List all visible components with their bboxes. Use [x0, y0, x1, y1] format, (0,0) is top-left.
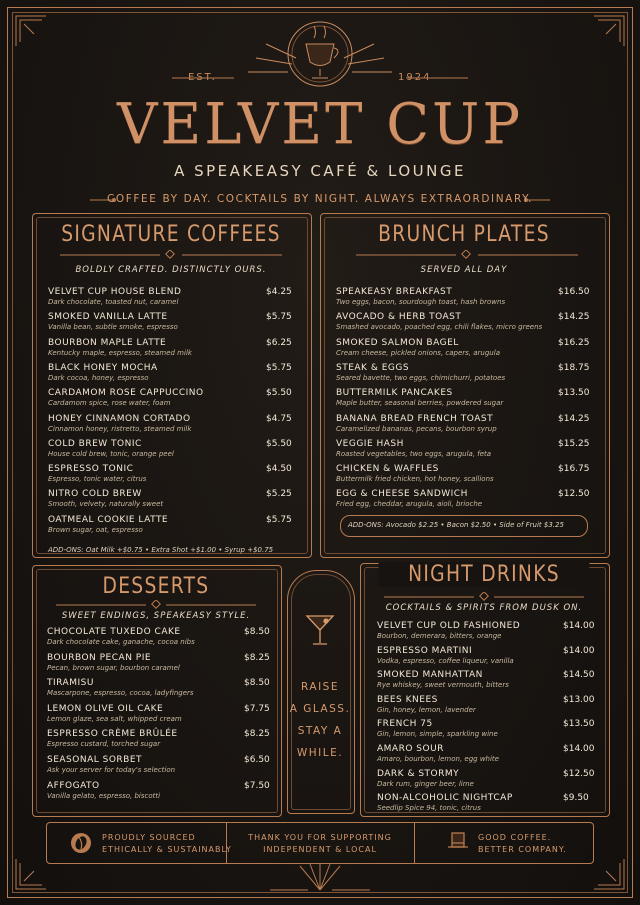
bottom-fan-ornament-icon — [270, 862, 370, 892]
center-motto — [287, 676, 353, 764]
item-price: $14.25 — [558, 312, 590, 323]
item-price: $12.50 — [558, 489, 590, 500]
item-name: NITRO COLD BREW — [48, 489, 142, 500]
item-description: Dark chocolate, toasted nut, caramel — [48, 298, 179, 306]
item-description: Gin, lemon, simple, sparkling wine — [377, 730, 498, 739]
menu-item — [336, 388, 598, 407]
menu-item — [48, 515, 306, 534]
coffee-bean-icon — [70, 832, 92, 854]
menu-item — [48, 439, 306, 458]
item-description: Pecan, brown sugar, bourbon caramel — [47, 663, 180, 672]
item-description: Buttermilk fried chicken, hot honey, scallions — [336, 475, 494, 484]
item-price: $16.50 — [558, 287, 590, 297]
item-name: EGG & CHEESE SANDWICH — [336, 489, 468, 500]
corner-ornament-icon — [14, 857, 48, 891]
item-price: $4.50 — [266, 464, 292, 475]
item-price: $5.75 — [266, 312, 292, 323]
footer-right — [478, 832, 567, 856]
menu-item — [47, 704, 284, 723]
brunch-addons: ADD-ONS: Avocado $2.25 • Bacon $2.50 • Side of Fruit $3.25 — [348, 521, 564, 529]
item-description: Two eggs, bacon, sourdough toast, hash browns — [336, 298, 506, 306]
footer-right-line: GOOD COFFEE. — [478, 833, 552, 842]
item-name: NON-ALCOHOLIC NIGHTCAP — [377, 793, 513, 804]
item-name: ESPRESSO MARTINI — [377, 645, 473, 656]
item-description: Vodka, espresso, coffee liqueur, vanilla — [377, 656, 514, 665]
item-price: $4.75 — [266, 413, 292, 424]
menu-item — [377, 670, 603, 689]
item-description: Smooth, velvety, naturally sweet — [48, 500, 164, 509]
brunch-subtitle: SERVED ALL DAY — [420, 265, 508, 275]
menu-item — [47, 755, 284, 774]
footer-left — [102, 832, 232, 856]
cup-emblem-icon — [220, 14, 420, 94]
item-name: SEASONAL SORBET — [47, 755, 143, 765]
est-label: EST. — [188, 72, 217, 83]
header-rule — [172, 76, 468, 80]
footer-left-line: ETHICALLY & SUSTAINABLY — [102, 845, 232, 854]
item-description: Dark rum, ginger beer, lime — [377, 779, 474, 788]
item-description: Smashed avocado, poached egg, chili flakes, micro greens — [336, 323, 543, 332]
item-price: $14.00 — [563, 645, 595, 656]
item-name: BOURBON MAPLE LATTE — [48, 337, 167, 348]
menu-item — [377, 769, 603, 788]
item-description: Amaro, bourbon, lemon, egg white — [377, 755, 499, 763]
footer-center — [226, 832, 414, 856]
menu-item — [377, 695, 603, 714]
item-name: ESPRESSO TONIC — [48, 464, 134, 475]
menu-item — [48, 414, 306, 433]
item-price: $8.50 — [244, 678, 270, 689]
item-price: $7.50 — [244, 780, 270, 791]
item-description: House cold brew, tonic, orange peel — [48, 449, 174, 458]
item-name: CHOCOLATE TUXEDO CAKE — [47, 627, 181, 637]
item-description: Dark cocoa, honey, espresso — [48, 373, 149, 382]
corner-ornament-icon — [14, 14, 48, 48]
coffees-subtitle: BOLDLY CRAFTED. DISTINCTLY OURS. — [75, 265, 267, 275]
item-name: SMOKED MANHATTAN — [377, 670, 483, 681]
menu-item — [336, 464, 598, 483]
item-price: $5.50 — [266, 388, 292, 399]
item-price: $8.50 — [244, 627, 270, 637]
item-price: $6.50 — [244, 755, 270, 765]
footer-center-line: THANK YOU FOR SUPPORTING — [248, 833, 392, 842]
motto-line: RAISE — [301, 681, 339, 693]
item-name: AFFOGATO — [47, 780, 100, 791]
section-rule — [356, 250, 578, 260]
item-description: Dark chocolate cake, ganache, cocoa nibs — [47, 638, 195, 646]
item-description: Rye whiskey, sweet vermouth, bitters — [377, 681, 509, 690]
item-description: Espresso custard, torched sugar — [47, 740, 161, 749]
item-price: $5.75 — [266, 514, 292, 525]
menu-item — [377, 719, 603, 738]
desserts-subtitle: SWEET ENDINGS, SPEAKEASY STYLE. — [61, 611, 251, 621]
item-description: Cardamom spice, rose water, foam — [48, 399, 171, 408]
item-description: Ask your server for today's selection — [47, 766, 176, 774]
item-description: Espresso, tonic water, citrus — [48, 475, 147, 484]
item-price: $6.25 — [266, 337, 292, 348]
page-title: VELVET CUP — [116, 92, 524, 157]
item-price: $4.25 — [266, 287, 292, 297]
menu-item — [336, 439, 598, 458]
menu-item — [48, 338, 306, 357]
item-price: $14.50 — [563, 670, 595, 681]
item-name: CHICKEN & WAFFLES — [336, 464, 439, 475]
item-name: BANANA BREAD FRENCH TOAST — [336, 413, 494, 424]
item-name: BOURBON PECAN PIE — [47, 652, 152, 663]
menu-item — [336, 312, 598, 331]
item-description: Roasted vegetables, two eggs, arugula, feta — [336, 449, 492, 458]
menu-item — [377, 793, 603, 812]
item-price: $9.50 — [563, 793, 589, 804]
item-name: ESPRESSO CRÈME BRÛLÉE — [47, 729, 178, 740]
corner-ornament-icon — [592, 14, 626, 48]
menu-item — [48, 464, 306, 483]
est-year: 1924 — [398, 72, 432, 83]
item-description: Gin, honey, lemon, lavender — [377, 705, 476, 714]
item-description: Mascarpone, espresso, cocoa, ladyfingers — [47, 689, 194, 698]
item-name: OATMEAL COOKIE LATTE — [48, 514, 169, 525]
item-name: TIRAMISU — [47, 678, 94, 689]
item-name: AVOCADO & HERB TOAST — [336, 312, 462, 323]
menu-item — [336, 489, 598, 508]
menu-item — [47, 678, 284, 697]
item-description: Lemon glaze, sea salt, whipped cream — [47, 714, 182, 723]
item-description: Seared bavette, two eggs, chimichurri, potatoes — [336, 373, 506, 382]
desserts-title: DESSERTS — [102, 574, 210, 599]
footer-right-line: BETTER COMPANY. — [478, 845, 567, 854]
menu-item — [377, 621, 603, 640]
item-description: Maple butter, seasonal berries, powdered sugar — [336, 399, 504, 408]
menu-item — [48, 312, 306, 331]
menu-item — [377, 744, 603, 763]
item-description: Caramelized bananas, pecans, bourbon syrup — [336, 424, 497, 433]
martini-glass-icon — [304, 612, 336, 648]
item-description: Cream cheese, pickled onions, capers, arugula — [336, 348, 500, 357]
item-description: Kentucky maple, espresso, steamed milk — [48, 348, 192, 357]
item-price: $18.75 — [558, 362, 590, 373]
menu-item — [48, 287, 306, 306]
item-price: $16.75 — [558, 464, 590, 475]
item-price: $12.50 — [563, 768, 595, 779]
item-price: $13.50 — [563, 719, 595, 730]
item-price: $15.25 — [558, 438, 590, 449]
item-price: $14.00 — [563, 744, 595, 754]
footer-divider — [414, 822, 415, 864]
brunch-title: BRUNCH PLATES — [378, 222, 550, 247]
menu-item — [377, 646, 603, 665]
menu-item — [48, 388, 306, 407]
menu-item — [336, 414, 598, 433]
item-price: $14.00 — [563, 621, 595, 631]
item-name: HONEY CINNAMON CORTADO — [48, 413, 191, 424]
coffees-addons: ADD-ONS: Oat Milk +$0.75 • Extra Shot +$1.00 • Syrup +$0.75 — [48, 546, 274, 554]
item-name: LEMON OLIVE OIL CAKE — [47, 703, 164, 714]
item-name: SPEAKEASY BREAKFAST — [336, 287, 453, 297]
item-description: Vanilla bean, subtle smoke, espresso — [48, 323, 178, 332]
corner-ornament-icon — [592, 857, 626, 891]
item-name: BLACK HONEY MOCHA — [48, 362, 158, 373]
menu-item — [47, 781, 284, 800]
item-name: VELVET CUP OLD FASHIONED — [377, 621, 521, 631]
menu-item — [336, 363, 598, 382]
footer-left-line: PROUDLY SOURCED — [102, 833, 196, 842]
top-hat-icon — [446, 830, 470, 854]
menu-item — [47, 627, 284, 646]
item-name: SMOKED SALMON BAGEL — [336, 337, 459, 348]
item-price: $8.25 — [244, 729, 270, 740]
item-name: VELVET CUP HOUSE BLEND — [48, 287, 182, 297]
section-rule — [56, 600, 256, 610]
menu-item — [47, 729, 284, 748]
item-description: Seedlip Spice 94, tonic, citrus — [377, 804, 481, 813]
item-name: SMOKED VANILLA LATTE — [48, 312, 168, 323]
item-description: Fried egg, cheddar, arugula, aioli, brioche — [336, 500, 483, 509]
coffees-title: SIGNATURE COFFEES — [61, 222, 281, 247]
footer-center-line: INDEPENDENT & LOCAL — [263, 845, 377, 854]
section-rule — [384, 592, 584, 602]
menu-item — [336, 287, 598, 306]
item-description: Vanilla gelato, espresso, biscotti — [47, 791, 161, 800]
item-price: $5.75 — [266, 362, 292, 373]
drinks-title: NIGHT DRINKS — [379, 562, 590, 587]
item-name: DARK & STORMY — [377, 768, 460, 779]
item-name: AMARO SOUR — [377, 744, 444, 754]
menu-item — [47, 653, 284, 672]
item-name: VEGGIE HASH — [336, 438, 404, 449]
motto-line: STAY A — [297, 725, 343, 737]
item-price: $5.25 — [266, 489, 292, 500]
item-name: BEES KNEES — [377, 694, 438, 705]
item-price: $13.00 — [563, 694, 595, 705]
item-name: CARDAMOM ROSE CAPPUCCINO — [48, 388, 204, 399]
item-name: COLD BREW TONIC — [48, 438, 142, 449]
item-price: $13.50 — [558, 388, 590, 399]
item-price: $5.50 — [266, 438, 292, 449]
tagline: COFFEE BY DAY. COCKTAILS BY NIGHT. ALWAYS EXTRAORDINARY. — [106, 193, 534, 205]
item-name: FRENCH 75 — [377, 719, 433, 730]
item-price: $14.25 — [558, 413, 590, 424]
motto-line: A GLASS. — [289, 703, 351, 715]
menu-item — [336, 338, 598, 357]
item-description: Brown sugar, oat, espresso — [48, 525, 143, 534]
page-subtitle: A SPEAKEASY CAFÉ & LOUNGE — [174, 162, 466, 180]
item-description: Bourbon, demerara, bitters, orange — [377, 632, 502, 640]
item-name: STEAK & EGGS — [336, 362, 410, 373]
item-description: Cinnamon honey, ristretto, steamed milk — [48, 424, 192, 433]
section-rule — [60, 250, 282, 260]
menu-item — [48, 489, 306, 508]
motto-line: WHILE. — [296, 747, 344, 759]
item-price: $16.25 — [558, 337, 590, 348]
item-price: $7.75 — [244, 703, 270, 714]
item-name: BUTTERMILK PANCAKES — [336, 388, 453, 399]
menu-item — [48, 363, 306, 382]
drinks-subtitle: COCKTAILS & SPIRITS FROM DUSK ON. — [385, 603, 583, 613]
item-price: $8.25 — [244, 652, 270, 663]
